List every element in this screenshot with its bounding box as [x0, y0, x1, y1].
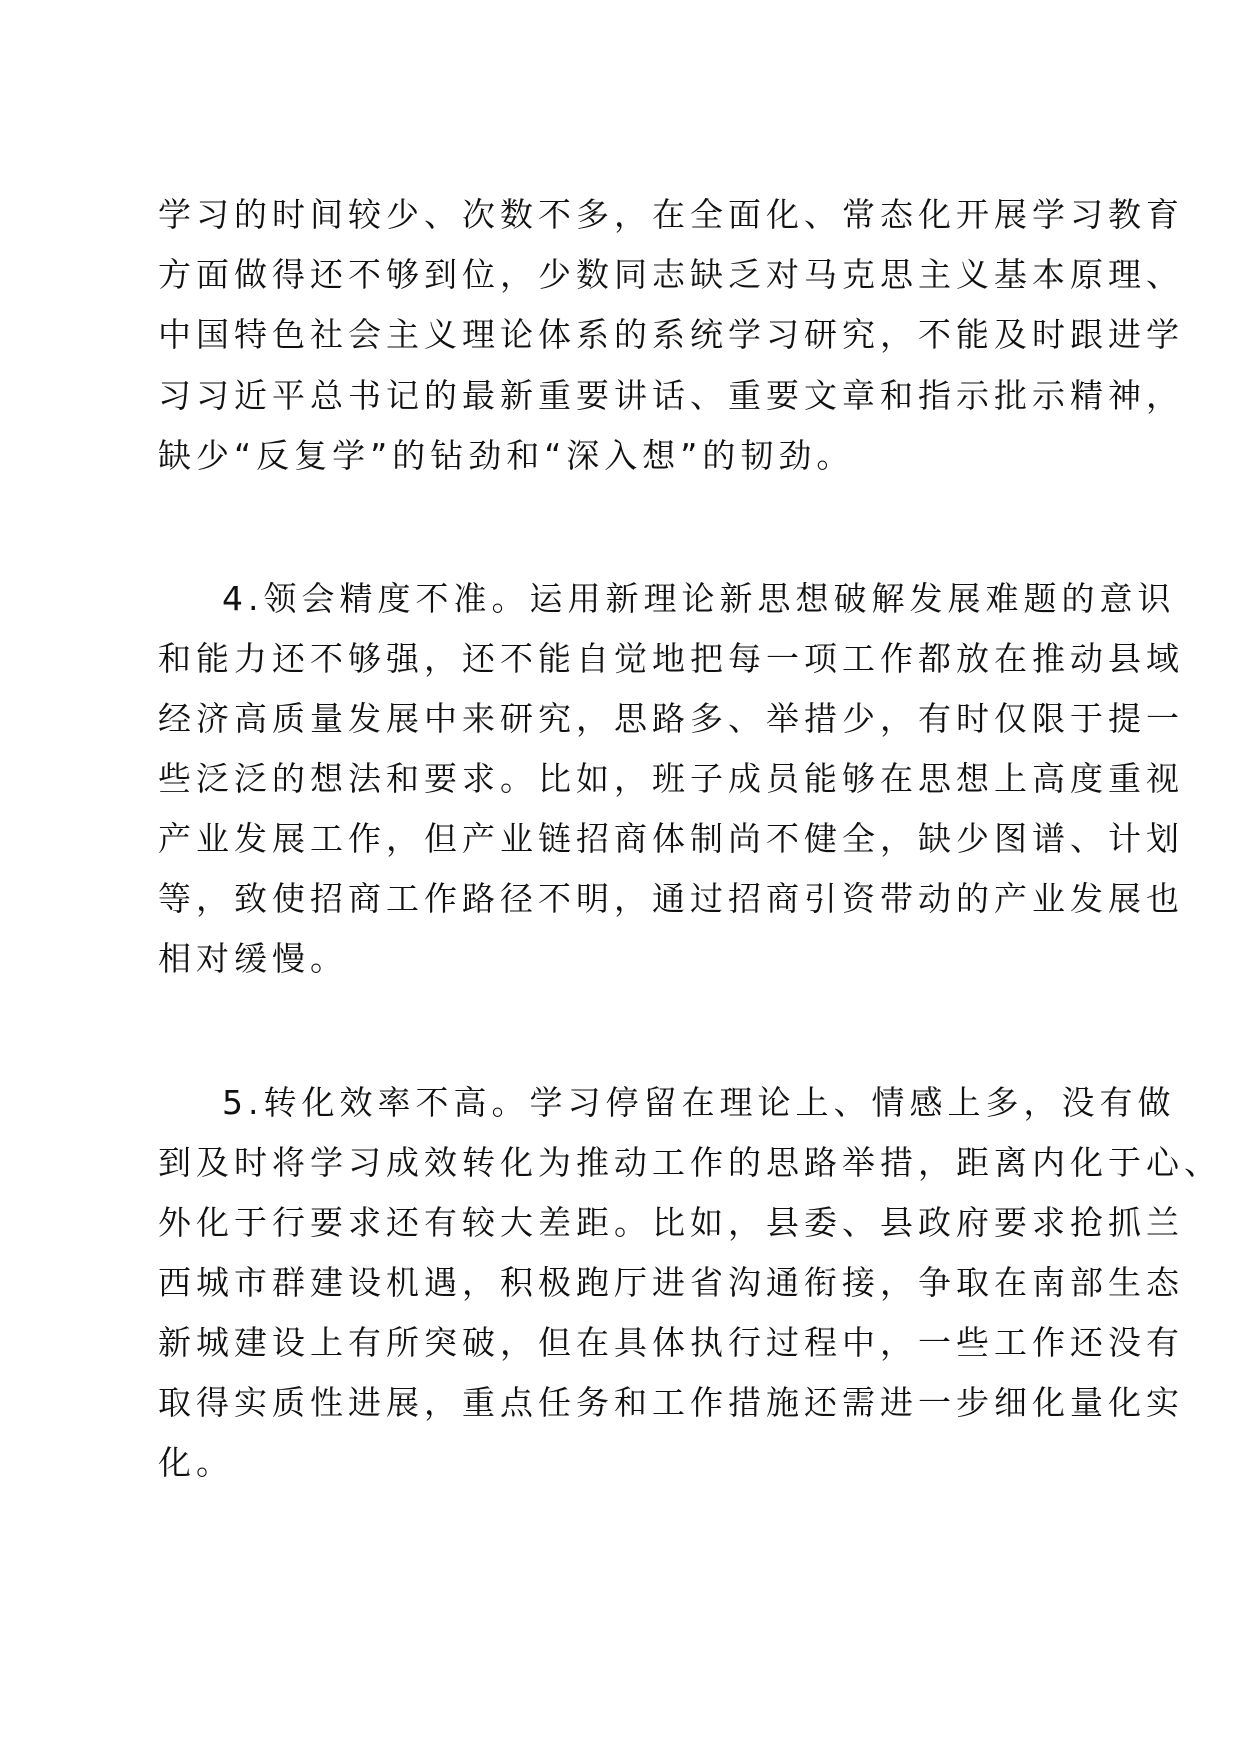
paragraph-2-line-3: 经济高质量发展中来研究，思路多、举措少，有时仅限于提一 — [158, 699, 1184, 738]
paragraph-3-line-2: 到及时将学习成效转化为推动工作的思路举措，距离内化于心、 — [158, 1143, 1222, 1182]
paragraph-1-line-3: 中国特色社会主义理论体系的系统学习研究，不能及时跟进学 — [158, 315, 1184, 354]
paragraph-3-line-3: 外化于行要求还有较大差距。比如，县委、县政府要求抢抓兰 — [158, 1203, 1184, 1242]
paragraph-2-line-5: 产业发展工作，但产业链招商体制尚不健全，缺少图谱、计划 — [158, 819, 1184, 858]
paragraph-1-line-4: 习习近平总书记的最新重要讲话、重要文章和指示批示精神， — [158, 376, 1184, 415]
paragraph-3-line-1: 5.转化效率不高。学习停留在理论上、情感上多，没有做 — [222, 1083, 1176, 1122]
paragraph-2-line-2: 和能力还不够强，还不能自觉地把每一项工作都放在推动县域 — [158, 639, 1184, 678]
paragraph-2-line-1: 4.领会精度不准。运用新理论新思想破解发展难题的意识 — [222, 579, 1176, 618]
paragraph-1-line-5: 缺少“反复学”的钻劲和“深入想”的韧劲。 — [158, 436, 855, 475]
paragraph-1-line-1: 学习的时间较少、次数不多，在全面化、常态化开展学习教育 — [158, 195, 1184, 234]
paragraph-3-line-5: 新城建设上有所突破，但在具体执行过程中，一些工作还没有 — [158, 1323, 1184, 1362]
paragraph-3-line-7: 化。 — [158, 1443, 234, 1482]
paragraph-2-line-6: 等，致使招商工作路径不明，通过招商引资带动的产业发展也 — [158, 879, 1184, 918]
paragraph-3-line-4: 西城市群建设机遇，积极跑厅进省沟通衔接，争取在南部生态 — [158, 1263, 1184, 1302]
paragraph-2-line-4: 些泛泛的想法和要求。比如，班子成员能够在思想上高度重视 — [158, 759, 1184, 798]
paragraph-2-line-7: 相对缓慢。 — [158, 939, 348, 978]
paragraph-1-line-2: 方面做得还不够到位，少数同志缺乏对马克思主义基本原理、 — [158, 255, 1184, 294]
paragraph-3-line-6: 取得实质性进展，重点任务和工作措施还需进一步细化量化实 — [158, 1383, 1184, 1422]
